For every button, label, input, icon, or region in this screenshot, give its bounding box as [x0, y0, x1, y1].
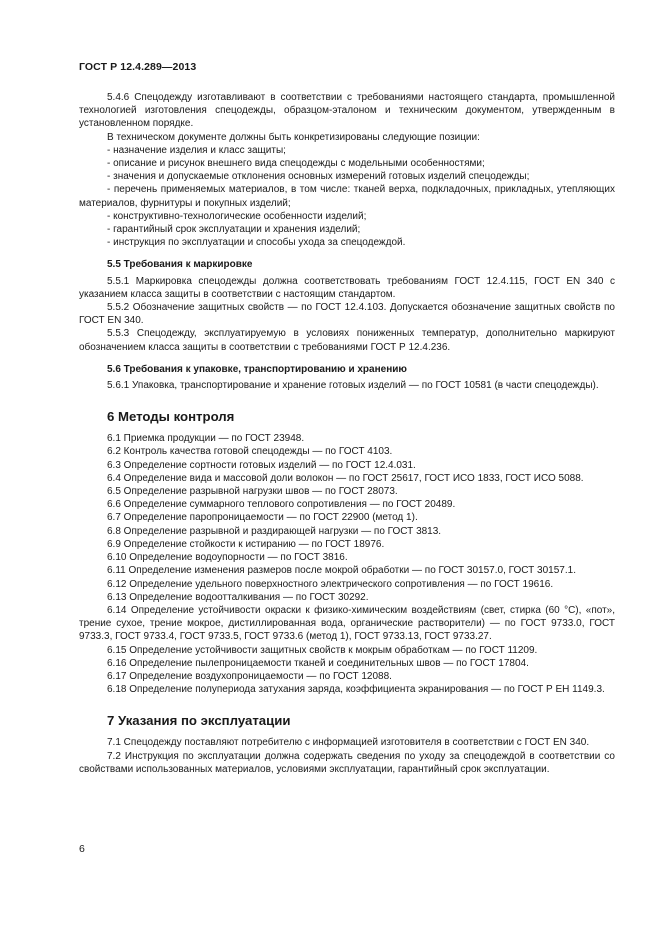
section-heading-6: 6 Методы контроля — [107, 409, 235, 425]
list-item: 6.15 Определение устойчивости защитных свойств к мокрым обработкам — по ГОСТ 11209. — [107, 644, 538, 656]
section-heading-5-6: 5.6 Требования к упаковке, транспортированию и хранению — [107, 363, 407, 375]
list-item: 6.7 Определение паропроницаемости — по ГОСТ 22900 (метод 1). — [107, 512, 418, 524]
list-item: 6.11 Определение изменения размеров после мокрой обработки — по ГОСТ 30157.0, ГОСТ 30157.1. — [107, 565, 576, 577]
paragraph-5-5-3: 5.5.3 Спецодежду, эксплуатируемую в условиях пониженных температур, дополнительно маркируют обозначением класса защиты в соответствии с требованиями ГОСТ Р 12.4.236. — [79, 328, 615, 353]
list-item: 6.16 Определение пылепроницаемости тканей и соединительных швов — по ГОСТ 17804. — [107, 657, 529, 669]
list-item: 6.17 Определение воздухопроницаемости — по ГОСТ 12088. — [107, 670, 392, 682]
list-item: 6.9 Определение стойкости к истиранию — по ГОСТ 18976. — [107, 538, 385, 550]
paragraph-tech-doc: В техническом документе должны быть конкретизированы следующие позиции: — [107, 131, 480, 143]
list-item: 6.10 Определение водоупорности — по ГОСТ 3816. — [107, 552, 348, 564]
document-header: ГОСТ Р 12.4.289—2013 — [79, 61, 197, 73]
list-item: 6.4 Определение вида и массовой доли волокон — по ГОСТ 25617, ГОСТ ИСО 1833, ГОСТ ИСО 5088. — [107, 472, 584, 484]
paragraph-7-2: 7.2 Инструкция по эксплуатации должна содержать сведения по уходу за спецодеждой в соответствии со свойствами использованных материалов, условиями эксплуатации, гарантийный срок эксплуатации. — [79, 750, 615, 775]
list-item: - гарантийный срок эксплуатации и хранения изделий; — [107, 224, 361, 236]
list-item: 6.3 Определение сортности готовых изделий — по ГОСТ 12.4.031. — [107, 459, 416, 471]
list-item: 6.1 Приемка продукции — по ГОСТ 23948. — [107, 433, 305, 445]
paragraph-5-6-1: 5.6.1 Упаковка, транспортирование и хранение готовых изделий — по ГОСТ 10581 (в части спецодежды). — [107, 380, 599, 392]
list-item: - описание и рисунок внешнего вида спецодежды с модельными особенностями; — [107, 158, 485, 170]
paragraph-5-5-1: 5.5.1 Маркировка спецодежды должна соответствовать требованиям ГОСТ 12.4.115, ГОСТ EN 340 с указанием класса защиты в соответствии с настоящим стандартом. — [79, 275, 615, 300]
list-item: 6.14 Определение устойчивости окраски к физико-химическим воздействиям (свет, стирка (60 °С), «пот», трение сухое, трение мокрое, дистиллированная вода, органические растворители) — по ГОСТ 9733.0, ГОСТ 9733.3, ГОСТ 9733.4, ГОСТ 9733.5, ГОСТ 9733.6 (метод 1), ГОСТ 9733.13, ГОСТ 9733.27. — [79, 604, 615, 643]
section-heading-7: 7 Указания по эксплуатации — [107, 713, 291, 729]
list-item: 6.18 Определение полупериода затухания заряда, коэффициента экранирования — по ГОСТ Р ЕН 1149.3. — [107, 684, 605, 696]
list-item: 6.2 Контроль качества готовой спецодежды — по ГОСТ 4103. — [107, 446, 393, 458]
paragraph-5-5-2: 5.5.2 Обозначение защитных свойств — по ГОСТ 12.4.103. Допускается обозначение защитных свойств по ГОСТ EN 340. — [79, 302, 615, 327]
list-item: - инструкция по эксплуатации и способы ухода за спецодеждой. — [107, 237, 406, 249]
list-item: 6.8 Определение разрывной и раздирающей нагрузки — по ГОСТ 3813. — [107, 525, 442, 537]
list-item: 6.12 Определение удельного поверхностного электрического сопротивления — по ГОСТ 19616. — [107, 578, 554, 590]
list-item: - перечень применяемых материалов, в том числе: тканей верха, подкладочных, прикладных, утепляющих материалов, фурнитуры и покупных изделий; — [79, 184, 615, 209]
paragraph-5-4-6: 5.4.6 Спецодежду изготавливают в соответствии с требованиями настоящего стандарта, промышленной технологией изготовления спецодежды, образцом-эталоном и техническим документом, утвержденным в установленном порядке. — [79, 92, 615, 130]
document-body — [79, 91, 615, 776]
list-item: - назначение изделия и класс защиты; — [107, 144, 286, 156]
list-item: 6.6 Определение суммарного теплового сопротивления — по ГОСТ 20489. — [107, 499, 456, 511]
list-item: 6.5 Определение разрывной нагрузки швов — по ГОСТ 28073. — [107, 486, 398, 498]
list-item: - значения и допускаемые отклонения основных измерений готовых изделий спецодежды; — [107, 171, 530, 183]
section-heading-5-5: 5.5 Требования к маркировке — [107, 259, 253, 271]
paragraph-7-1: 7.1 Спецодежду поставляют потребителю с информацией изготовителя в соответствии с ГОСТ EN 340. — [107, 737, 590, 749]
list-item: - конструктивно-технологические особенности изделий; — [107, 210, 367, 222]
page-number: 6 — [79, 843, 85, 855]
list-item: 6.13 Определение водоотталкивания — по ГОСТ 30292. — [107, 591, 369, 603]
